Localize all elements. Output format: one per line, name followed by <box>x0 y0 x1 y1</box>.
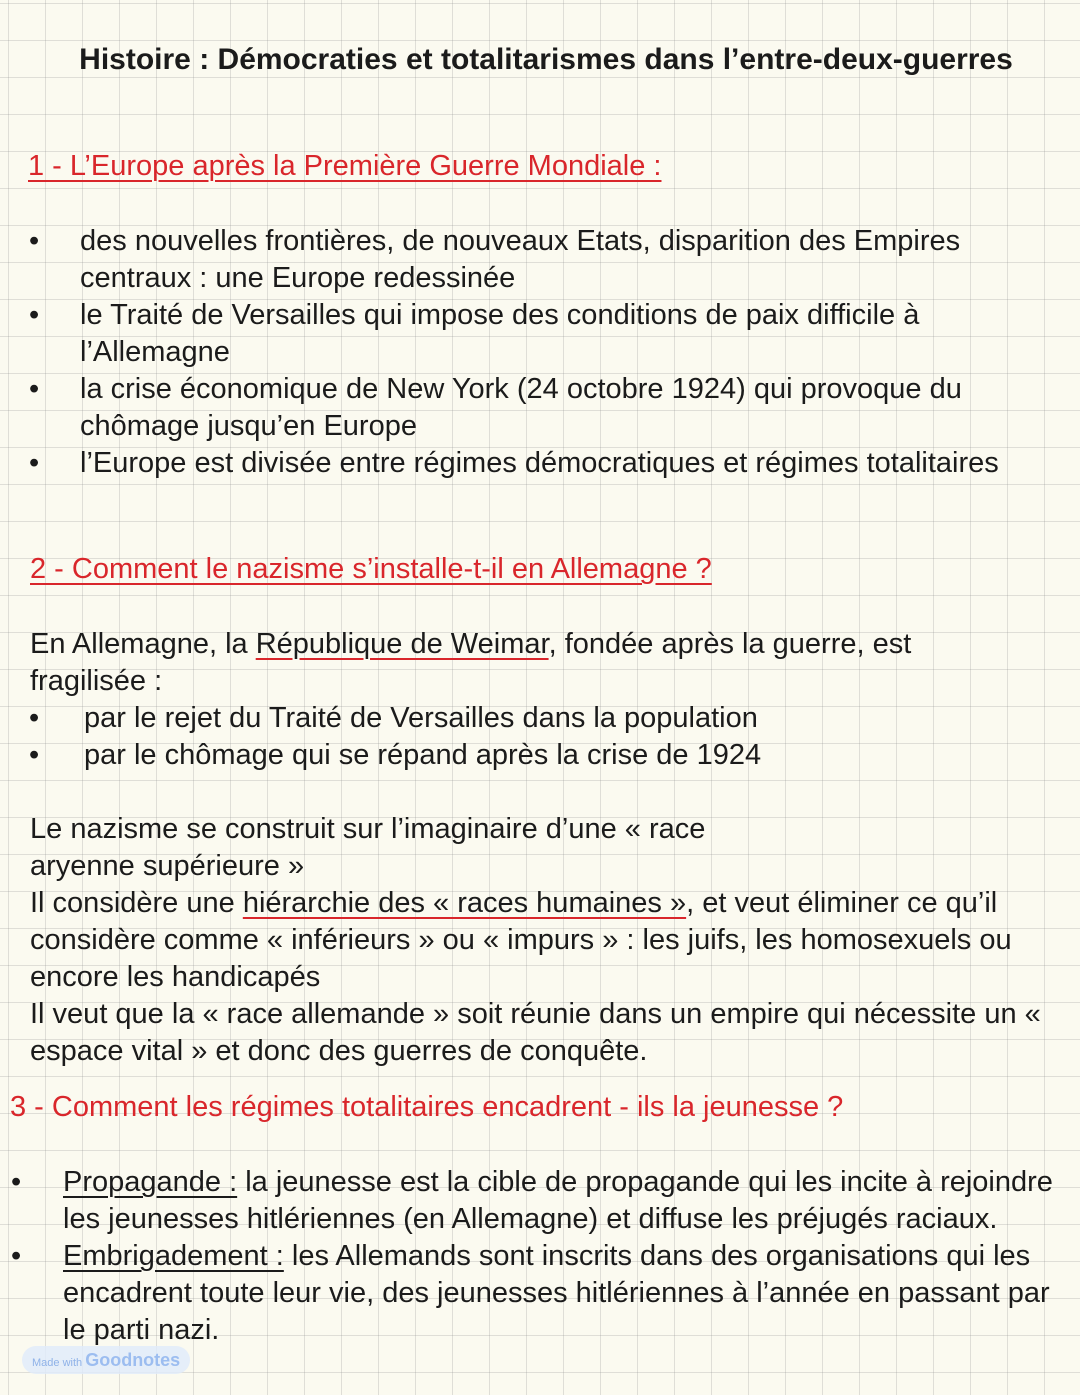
list-item-text: par le rejet du Traité de Versailles dans la population <box>84 702 758 734</box>
goodnotes-watermark <box>22 1346 190 1374</box>
page-title: Histoire : Démocraties et totalitarismes dans l’entre-deux-guerres <box>79 43 1013 76</box>
bullet-icon: • <box>29 739 40 771</box>
nazism-paragraph-2 <box>30 885 1040 996</box>
section-2-heading: 2 - Comment le nazisme s’installe-t-il en Allemagne ? <box>30 553 712 585</box>
embrigadement-term: Embrigadement : <box>63 1240 284 1272</box>
bullet-icon: • <box>29 225 40 257</box>
list-item <box>29 223 1070 297</box>
list-item <box>11 1238 1075 1349</box>
weimar-intro <box>30 626 1030 700</box>
list-item-text: la crise économique de New York (24 octobre 1924) qui provoque du chômage jusqu’en Europe <box>80 373 962 442</box>
list-item-text: le Traité de Versailles qui impose des conditions de paix difficile à l’Allemagne <box>80 299 920 368</box>
list-item <box>11 1164 1075 1238</box>
para2-text-before: Il considère une <box>30 887 243 919</box>
section-3-list <box>11 1164 1075 1349</box>
list-item <box>29 371 1070 445</box>
nazism-paragraph-3: Il veut que la « race allemande » soit réunie dans un empire qui nécessite un « espace vital » et donc des guerres de conquête. <box>30 998 1041 1067</box>
bullet-icon: • <box>11 1240 22 1272</box>
list-item-text: par le chômage qui se répand après la crise de 1924 <box>84 739 762 771</box>
propaganda-term: Propagande : <box>63 1166 238 1198</box>
section-1-heading: 1 - L’Europe après la Première Guerre Mondiale : <box>28 150 662 182</box>
list-item <box>29 700 1064 737</box>
section-3-heading: 3 - Comment les régimes totalitaires encadrent - ils la jeunesse ? <box>10 1091 844 1123</box>
intro-text-after: , fondée après la guerre, est fragilisée : <box>30 628 912 697</box>
list-item-text: l’Europe est divisée entre régimes démocratiques et régimes totalitaires <box>80 447 999 479</box>
list-item <box>29 737 1064 774</box>
propaganda-text: la jeunesse est la cible de propagande qui les incite à rejoindre les jeunesses hitlériennes (en Allemagne) et diffuse les préjugés raciaux. <box>63 1166 1053 1235</box>
bullet-icon: • <box>29 299 40 331</box>
list-item-text: des nouvelles frontières, de nouveaux Etats, disparition des Empires centraux : une Europe redessinée <box>80 225 961 294</box>
section-1-list <box>29 223 1070 482</box>
hierarchy-term: hiérarchie des « races humaines » <box>242 887 687 919</box>
watermark-prefix: Made with <box>32 1357 83 1369</box>
intro-text-before: En Allemagne, la <box>30 628 256 660</box>
embrigadement-text: les Allemands sont inscrits dans des organisations qui les encadrent toute leur vie, des jeunesses hitlériennes à l’année en passant par le parti nazi. <box>63 1240 1050 1346</box>
list-item <box>29 297 1070 371</box>
list-item <box>29 445 1070 482</box>
bullet-icon: • <box>29 373 40 405</box>
watermark-brand: Goodnotes <box>85 1350 181 1370</box>
bullet-icon: • <box>29 447 40 479</box>
section-2-list <box>29 700 1064 774</box>
bullet-icon: • <box>11 1166 22 1198</box>
weimar-term: République de Weimar <box>255 628 549 660</box>
bullet-icon: • <box>29 702 40 734</box>
nazism-paragraph-1: Le nazisme se construit sur l’imaginaire d’une « race aryenne supérieure » <box>30 813 706 882</box>
para2-text-after: , et veut éliminer ce qu’il considère comme « inférieurs » ou « impurs » : les juifs, les homosexuels ou encore les handicapés <box>30 887 1012 993</box>
